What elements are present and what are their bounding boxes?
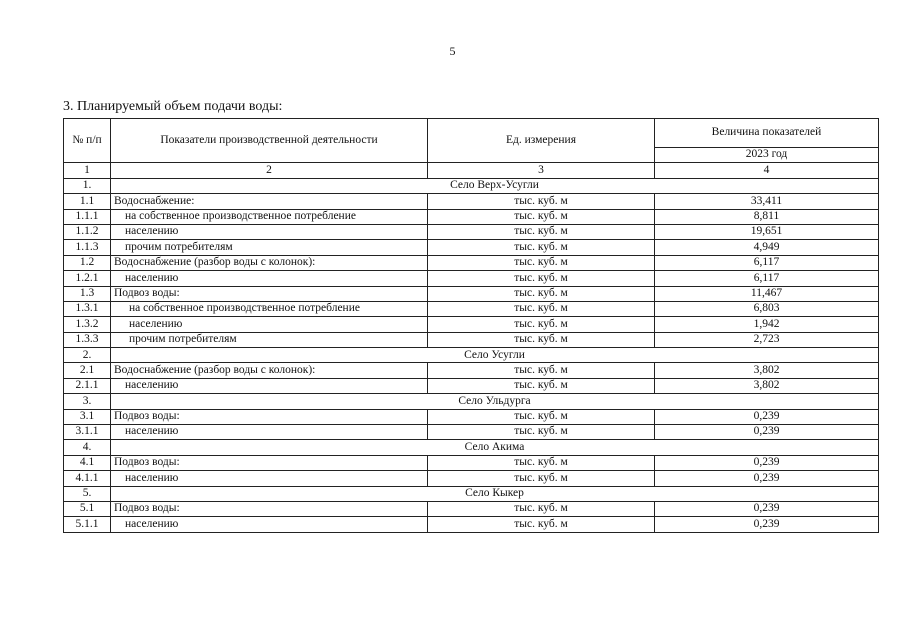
unit-cell: тыс. куб. м	[428, 209, 655, 224]
row-number: 1.3	[64, 286, 111, 301]
row-number: 1.1.2	[64, 224, 111, 239]
table-row	[64, 425, 879, 440]
unit-cell: тыс. куб. м	[428, 286, 655, 301]
header-value: Величина показателей	[655, 119, 879, 148]
village-name: Село Ульдурга	[111, 394, 879, 409]
village-name: Село Акима	[111, 440, 879, 455]
header-unit: Ед. измерения	[428, 119, 655, 163]
value-cell: 0,239	[655, 471, 879, 486]
value-cell: 3,802	[655, 378, 879, 393]
indicator-label: прочим потребителям	[111, 332, 428, 347]
row-number: 4.1	[64, 455, 111, 470]
row-number: 5.	[64, 486, 111, 501]
header-indicator: Показатели производственной деятельности	[111, 119, 428, 163]
table-row	[64, 471, 879, 486]
unit-cell: тыс. куб. м	[428, 240, 655, 255]
value-cell: 0,239	[655, 409, 879, 424]
col-number-1: 1	[64, 163, 111, 178]
unit-cell: тыс. куб. м	[428, 224, 655, 239]
header-num: № п/п	[64, 119, 111, 163]
village-row	[64, 178, 879, 193]
value-cell: 6,117	[655, 255, 879, 270]
row-number: 1.1.3	[64, 240, 111, 255]
page-number: 5	[449, 44, 456, 58]
value-cell: 19,651	[655, 224, 879, 239]
row-number: 2.	[64, 348, 111, 363]
table-row	[64, 286, 879, 301]
row-number: 5.1	[64, 501, 111, 516]
unit-cell: тыс. куб. м	[428, 301, 655, 316]
row-number: 1.1	[64, 194, 111, 209]
value-cell: 11,467	[655, 286, 879, 301]
value-cell: 0,239	[655, 455, 879, 470]
unit-cell: тыс. куб. м	[428, 517, 655, 532]
row-number: 1.3.2	[64, 317, 111, 332]
row-number: 1.3.1	[64, 301, 111, 316]
table-row	[64, 317, 879, 332]
row-number: 3.1.1	[64, 425, 111, 440]
indicator-label: населению	[111, 317, 428, 332]
table-row	[64, 255, 879, 270]
col-number-3: 3	[428, 163, 655, 178]
row-number: 1.	[64, 178, 111, 193]
unit-cell: тыс. куб. м	[428, 194, 655, 209]
value-cell: 1,942	[655, 317, 879, 332]
unit-cell: тыс. куб. м	[428, 332, 655, 347]
row-number: 2.1	[64, 363, 111, 378]
value-cell: 33,411	[655, 194, 879, 209]
unit-cell: тыс. куб. м	[428, 501, 655, 516]
table-row	[64, 378, 879, 393]
indicator-label: населению	[111, 271, 428, 286]
unit-cell: тыс. куб. м	[428, 255, 655, 270]
unit-cell: тыс. куб. м	[428, 425, 655, 440]
unit-cell: тыс. куб. м	[428, 455, 655, 470]
indicator-label: на собственное производственное потребление	[111, 209, 428, 224]
value-cell: 0,239	[655, 425, 879, 440]
indicator-label: населению	[111, 425, 428, 440]
indicator-label: Водоснабжение (разбор воды с колонок):	[111, 363, 428, 378]
indicator-label: Подвоз воды:	[111, 455, 428, 470]
unit-cell: тыс. куб. м	[428, 271, 655, 286]
row-number: 1.2.1	[64, 271, 111, 286]
village-row	[64, 394, 879, 409]
indicator-label: населению	[111, 378, 428, 393]
indicator-label: Водоснабжение:	[111, 194, 428, 209]
indicator-label: населению	[111, 224, 428, 239]
table-row	[64, 240, 879, 255]
table-row	[64, 409, 879, 424]
table-row	[64, 301, 879, 316]
village-row	[64, 486, 879, 501]
table-row	[64, 209, 879, 224]
column-number-row	[64, 163, 879, 178]
indicator-label: населению	[111, 517, 428, 532]
col-number-4: 4	[655, 163, 879, 178]
value-cell: 0,239	[655, 517, 879, 532]
village-name: Село Верх-Усугли	[111, 178, 879, 193]
village-name: Село Усугли	[111, 348, 879, 363]
value-cell: 0,239	[655, 501, 879, 516]
row-number: 5.1.1	[64, 517, 111, 532]
water-supply-table	[63, 118, 879, 533]
value-cell: 8,811	[655, 209, 879, 224]
table-row	[64, 224, 879, 239]
indicator-label: на собственное производственное потребление	[111, 301, 428, 316]
indicator-label: населению	[111, 471, 428, 486]
row-number: 4.	[64, 440, 111, 455]
indicator-label: Водоснабжение (разбор воды с колонок):	[111, 255, 428, 270]
indicator-label: прочим потребителям	[111, 240, 428, 255]
header-row	[64, 119, 879, 148]
value-cell: 6,117	[655, 271, 879, 286]
value-cell: 3,802	[655, 363, 879, 378]
table-row	[64, 363, 879, 378]
row-number: 4.1.1	[64, 471, 111, 486]
section-title: 3. Планируемый объем подачи воды:	[63, 99, 283, 114]
table-row	[64, 501, 879, 516]
unit-cell: тыс. куб. м	[428, 317, 655, 332]
village-name: Село Кыкер	[111, 486, 879, 501]
row-number: 3.1	[64, 409, 111, 424]
table-row	[64, 332, 879, 347]
indicator-label: Подвоз воды:	[111, 501, 428, 516]
indicator-label: Подвоз воды:	[111, 409, 428, 424]
header-year: 2023 год	[655, 148, 879, 163]
value-cell: 6,803	[655, 301, 879, 316]
unit-cell: тыс. куб. м	[428, 363, 655, 378]
value-cell: 2,723	[655, 332, 879, 347]
col-number-2: 2	[111, 163, 428, 178]
table-row	[64, 455, 879, 470]
unit-cell: тыс. куб. м	[428, 378, 655, 393]
row-number: 1.1.1	[64, 209, 111, 224]
unit-cell: тыс. куб. м	[428, 409, 655, 424]
row-number: 1.2	[64, 255, 111, 270]
table-row	[64, 194, 879, 209]
row-number: 2.1.1	[64, 378, 111, 393]
indicator-label: Подвоз воды:	[111, 286, 428, 301]
village-row	[64, 440, 879, 455]
village-row	[64, 348, 879, 363]
table-row	[64, 517, 879, 532]
unit-cell: тыс. куб. м	[428, 471, 655, 486]
row-number: 1.3.3	[64, 332, 111, 347]
value-cell: 4,949	[655, 240, 879, 255]
table-row	[64, 271, 879, 286]
row-number: 3.	[64, 394, 111, 409]
